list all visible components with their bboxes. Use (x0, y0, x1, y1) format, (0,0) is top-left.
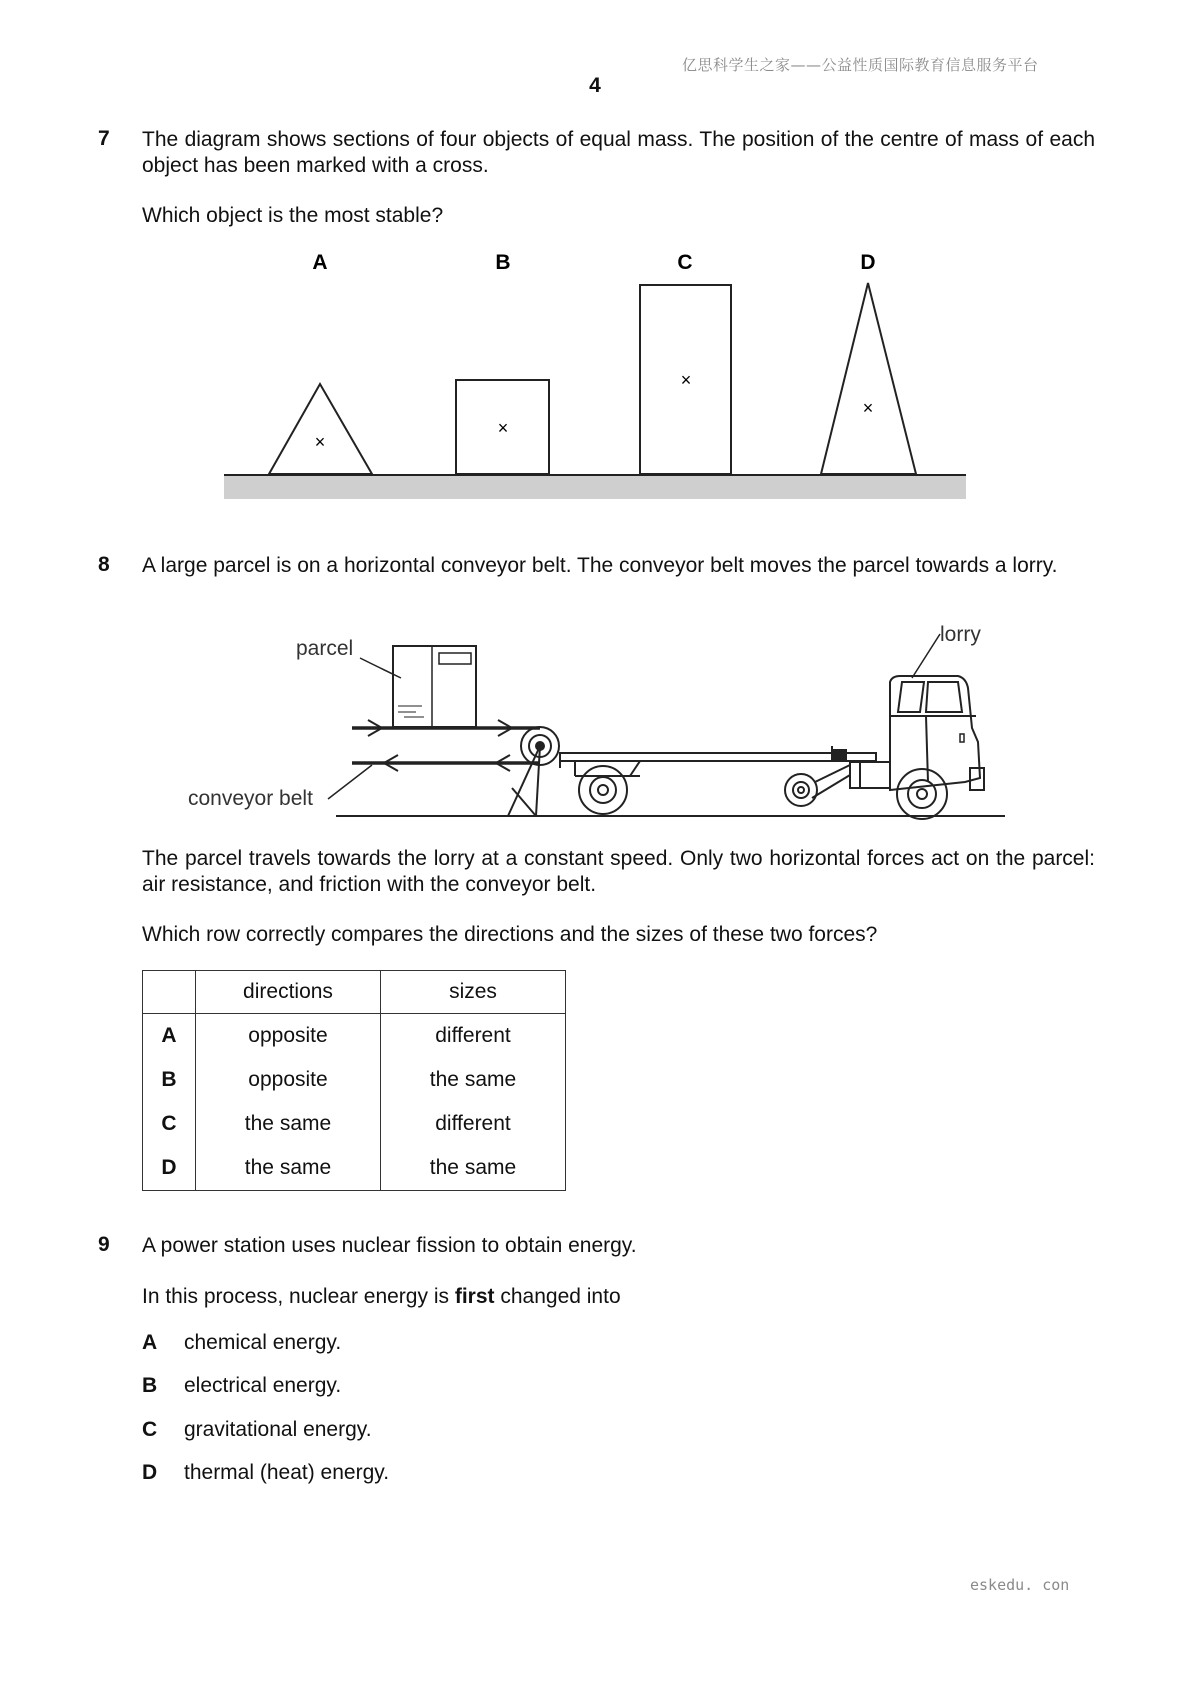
page-number: 4 (589, 74, 601, 97)
table-row (143, 1058, 565, 1102)
question-7-prompt: Which object is the most stable? (142, 204, 444, 227)
question-9-text: A power station uses nuclear fission to obtain energy. (142, 1234, 637, 1257)
question-9-number: 9 (98, 1233, 110, 1256)
centre-of-mass-d: × (862, 398, 874, 418)
option-c-text: gravitational energy. (184, 1418, 372, 1441)
footer-watermark: eskedu. con (970, 1576, 1070, 1594)
stem-text-bold: first (454, 1285, 495, 1308)
question-8-prompt: Which row correctly compares the directions and the sizes of these two forces? (142, 923, 878, 946)
header-watermark: 亿思科学生之家——公益性质国际教育信息服务平台 (682, 56, 1039, 74)
option-b-letter: B (142, 1374, 158, 1397)
centre-of-mass-c: × (680, 370, 692, 390)
lorry-label: lorry (940, 623, 981, 646)
row-letter: B (143, 1058, 196, 1102)
row-sizes: the same (429, 1156, 517, 1179)
row-directions: the same (196, 1146, 381, 1190)
question-8-text-2: The parcel travels towards the lorry at a constant speed. Only two horizontal forces act on the parcel: air resistance, and friction with the conveyor belt. (142, 847, 1095, 896)
conveyor-label-line (328, 765, 372, 799)
parcel-box (393, 646, 476, 727)
conveyor-belt-label: conveyor belt (188, 787, 313, 810)
stem-text-after: changed into (494, 1285, 621, 1308)
object-a-triangle (269, 384, 372, 474)
object-d-tall-triangle (821, 283, 916, 474)
centre-of-mass-b: × (497, 418, 509, 438)
ground-shading (224, 475, 966, 499)
option-a-text: chemical energy. (184, 1331, 342, 1354)
centre-of-mass-a: × (314, 432, 326, 452)
table-header-row (143, 971, 565, 1014)
lorry (560, 676, 984, 819)
object-label-a: A (312, 251, 328, 274)
stem-text-before: In this process, nuclear energy is (142, 1285, 455, 1308)
question-8-number: 8 (98, 553, 110, 576)
row-letter: D (143, 1146, 196, 1190)
option-d-text: thermal (heat) energy. (184, 1461, 390, 1484)
table-header-directions: directions (196, 971, 381, 1014)
row-sizes: the same (429, 1068, 517, 1091)
table-row (143, 1102, 565, 1146)
question-7-text: The diagram shows sections of four objects of equal mass. The position of the centre of mass of each object has been marked with a cross. (142, 128, 1095, 177)
object-label-c: C (677, 251, 693, 274)
row-directions: opposite (196, 1014, 381, 1059)
option-b-text: electrical energy. (184, 1374, 342, 1397)
row-directions: opposite (196, 1058, 381, 1102)
question-8-text: A large parcel is on a horizontal conveyor belt. The conveyor belt moves the parcel towards a lorry. (142, 554, 1058, 577)
row-directions: the same (196, 1102, 381, 1146)
answer-table (142, 970, 566, 1191)
conveyor-lorry-diagram (0, 610, 1190, 830)
option-c-letter: C (142, 1418, 158, 1441)
parcel-label-line (360, 658, 401, 678)
row-sizes: different (435, 1112, 511, 1135)
question-9-stem (142, 1284, 621, 1310)
object-label-b: B (495, 251, 511, 274)
row-letter: C (143, 1102, 196, 1146)
row-letter: A (143, 1014, 196, 1059)
lorry-label-line (912, 634, 940, 678)
stability-diagram (0, 0, 1190, 520)
row-sizes: different (435, 1024, 511, 1047)
table-row (143, 1014, 565, 1059)
question-7-number: 7 (98, 127, 110, 150)
conveyor-belt (352, 720, 559, 816)
table-row (143, 1146, 565, 1190)
option-d-letter: D (142, 1461, 158, 1484)
table-header-sizes: sizes (381, 971, 566, 1014)
parcel-label: parcel (296, 637, 354, 660)
option-a-letter: A (142, 1331, 158, 1354)
table-header-empty (143, 971, 196, 1014)
object-label-d: D (860, 251, 876, 274)
